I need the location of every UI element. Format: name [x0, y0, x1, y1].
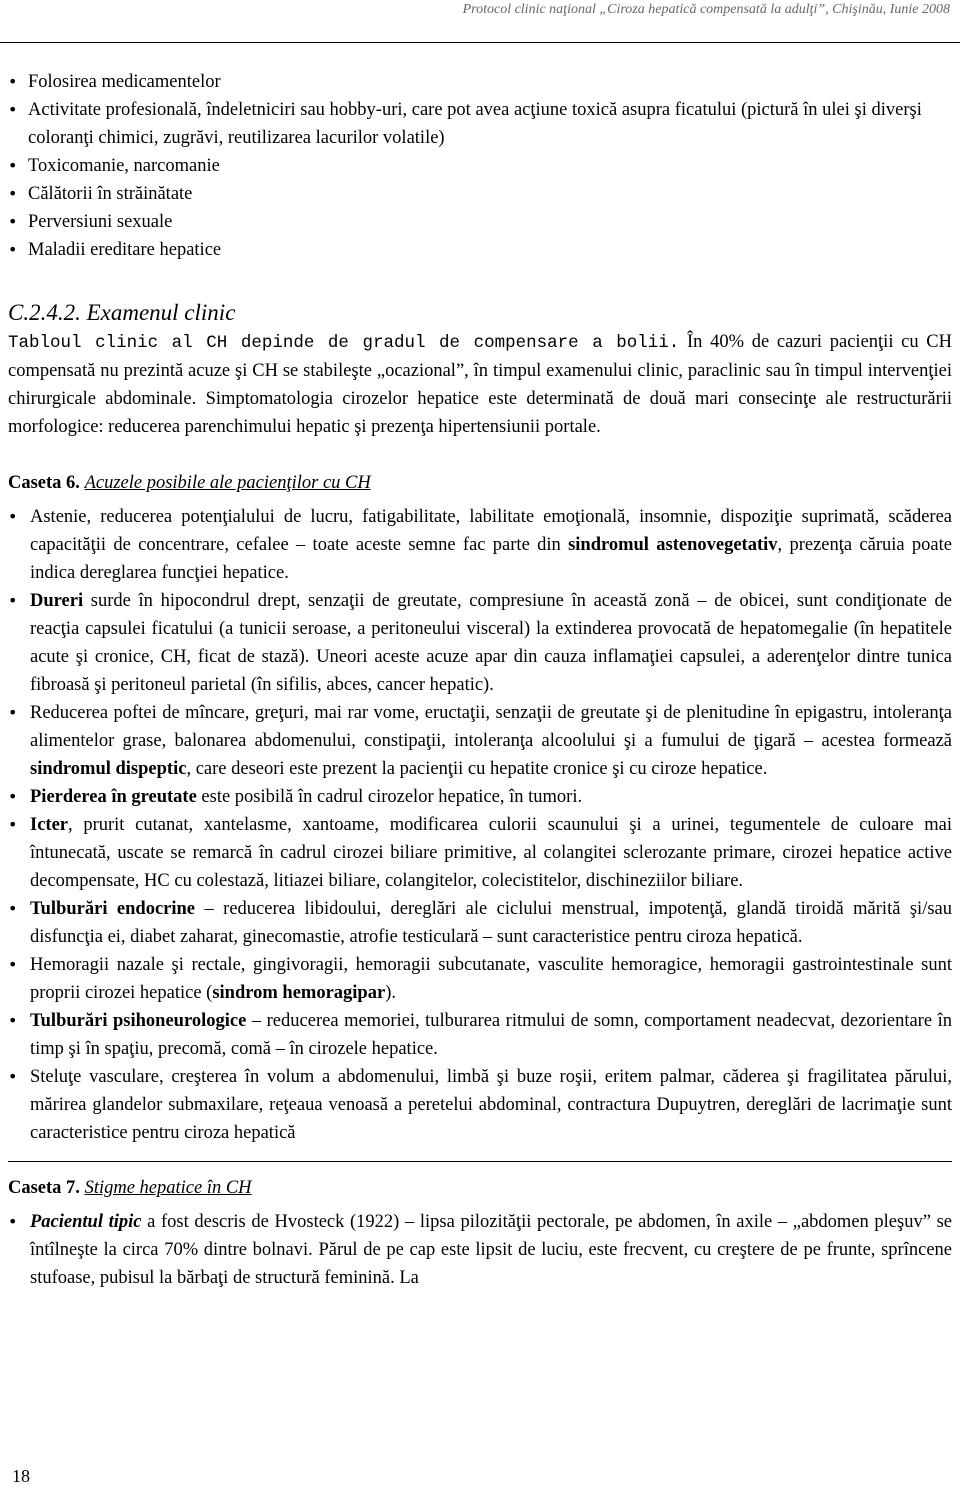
list-item: • Hemoragii nazale şi rectale, gingivoragii, hemoragii subcutanate, vasculite hemoragice, hemoragii gastrointestinale sunt proprii cirozei hepatice (sindrom hemoragipar). [8, 951, 952, 1007]
list-item: • Dureri surde în hipocondrul drept, senzaţii de greutate, compresiune în această zonă – de obicei, sunt condiţionate de reacţia capsulei ficatului (a tunicii seroase, a peritoneului visceral) la extinderea provocată de hepatomegalie (în hepatitele acute şi cronice, CH, ficat de stază). Uneori aceste acuze apar din cauza inflamaţiei capsulei, a aderenţelor dintre tunica fibroasă şi peritoneul parietal (în sifilis, abces, cancer hepatic). [8, 587, 952, 699]
list-item: • Reducerea poftei de mîncare, greţuri, mai rar vome, eructaţii, senzaţii de greutate şi de plenitudine în epigastru, intoleranţa alimentelor grase, balonarea abdomenului, constipaţii, intoleranţa alcoolului şi a fumului de ţigară – acestea formează sindromul dispeptic, care deseori este prezent la pacienţii cu hepatite cronice şi cu ciroze hepatice. [8, 699, 952, 783]
caseta-7-heading: Stigme hepatice în CH [84, 1178, 252, 1198]
intro-symptomatology: Simptomatologia cirozelor hepatice este determinată de două mari consecinţe ale restructurării morfologice: reducerea parenchimului hepatic şi prezenţa hipertensiunii portale. [8, 389, 953, 437]
section-intro [8, 328, 952, 441]
list-item: • Perversiuni sexuale [8, 208, 952, 236]
complaints-list [8, 503, 952, 1147]
section-heading [8, 298, 952, 328]
list-item: • Tulburări psihoneurologice – reducerea memoriei, tulburarea ritmului de somn, comportament neadecvat, dezorientare în timp şi în spaţiu, precomă, comă – în cirozele hepatice. [8, 1007, 952, 1063]
list-item: • Folosirea medicamentelor [8, 68, 952, 96]
caseta-7-label: Caseta 7. [8, 1178, 80, 1198]
intro-lead: Tabloul clinic al CH depinde de gradul de compensare a bolii. [8, 333, 680, 353]
list-item: • Activitate profesională, îndeletniciri sau hobby-uri, care pot avea acţiune toxică asupra ficatului (pictură în ulei şi diverşi coloranţi chimici, zugrăvi, reutilizarea lacurilor volatile) [8, 96, 952, 152]
running-header: Protocol clinic naţional „Ciroza hepatică compensată la adulţi”, Chişinău, Iunie 2008 [462, 2, 950, 17]
risk-factor-list [8, 68, 952, 264]
page-content [8, 68, 952, 1292]
box-divider [8, 1161, 952, 1162]
list-item: • Pierderea în greutate este posibilă în cadrul cirozelor hepatice, în tumori. [8, 783, 952, 811]
list-item: • Maladii ereditare hepatice [8, 236, 952, 264]
list-item: • Astenie, reducerea potenţialului de lucru, fatigabilitate, labilitate emoţională, insomnie, dispoziţie suprimată, scăderea capacităţii de concentrare, cefalee – toate aceste semne fac parte din sindromul astenovegetativ, prezenţa căruia poate indica dereglarea funcţiei hepatice. [8, 503, 952, 587]
section-number: C.2.4.2. [8, 300, 81, 325]
intro-continuation: În 40% de cazuri pacienţii cu CH compensată nu prezintă acuze şi CH se stabileşte „ocazional”, în timpul examenului clinic, paraclinic sau în timpul intervenţiei chirurgicale abdominale. [8, 332, 953, 409]
list-item: • Steluţe vasculare, creşterea în volum a abdomenului, limbă şi buze roşii, eritem palmar, căderea şi fragilitatea părului, mărirea glandelor submaxilare, reţeaua venoasă a peretelui abdominal, contractura Dupuytren, dereglări de lacrimaţie sunt caracteristice pentru ciroza hepatică [8, 1063, 952, 1147]
section-title: Examenul clinic [86, 300, 236, 325]
list-item: • Toxicomanie, narcomanie [8, 152, 952, 180]
caseta-6-title [8, 469, 952, 497]
list-item: • Icter, prurit cutanat, xantelasme, xantoame, modificarea culorii scaunului şi a urinei, tegumentele de culoare mai întunecată, uscate se remarcă în cadrul cirozei biliare primitive, al colangitei sclerozante primare, cirozei hepatice active decompensate, HC cu colestază, litiazei biliare, colangitelor, colecistitelor, dischineziilor biliare. [8, 811, 952, 895]
caseta-7-title [8, 1174, 952, 1202]
caseta-6-heading: Acuzele posibile ale pacienţilor cu CH [84, 473, 371, 493]
caseta-6-label: Caseta 6. [8, 473, 80, 493]
list-item: • Pacientul tipic a fost descris de Hvosteck (1922) – lipsa pilozităţii pectorale, pe abdomen, în axile – „abdomen pleşuv” se întîlneşte la circa 70% dintre bolnavi. Părul de pe cap este lipsit de luciu, este frecvent, cu creştere de pe frunte, sprîncene stufoase, pubisul la bărbaţi de structură feminină. La [8, 1208, 952, 1292]
stigmata-list [8, 1208, 952, 1292]
page-number: 18 [12, 1466, 30, 1486]
header-rule [0, 42, 960, 43]
list-item: • Tulburări endocrine – reducerea libidoului, dereglări ale ciclului menstrual, impotenţă, glandă tiroidă mărită şi/sau disfuncţia ei, diabet zaharat, ginecomastie, atrofie testiculară – sunt caracteristice pentru ciroza hepatică. [8, 895, 952, 951]
list-item: • Călătorii în străinătate [8, 180, 952, 208]
